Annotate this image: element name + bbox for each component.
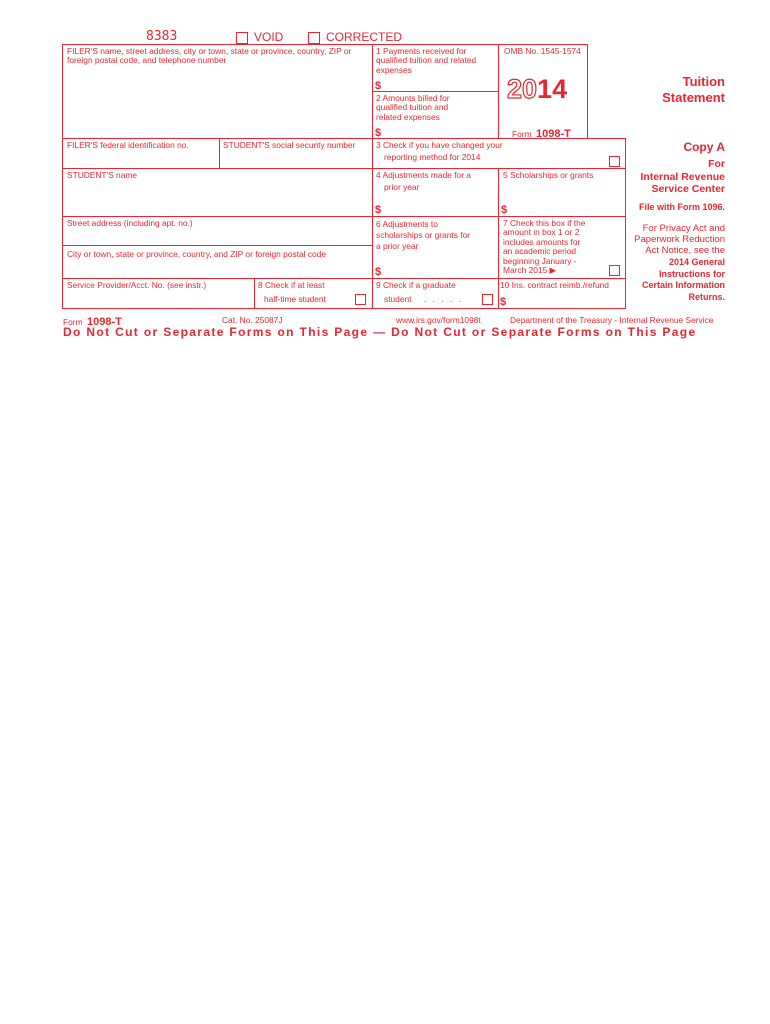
box2-dollar: $ — [375, 127, 382, 139]
student-ssn-label: STUDENT'S social security number — [223, 140, 356, 150]
privacy-line1: For Privacy Act and — [642, 223, 725, 234]
cat-number: Cat. No. 25087J — [222, 315, 283, 325]
box1-label: 1 Payments received for qualified tuition and related expenses — [376, 46, 477, 75]
file-with: File with Form 1096. — [638, 202, 725, 212]
void-checkbox[interactable] — [236, 32, 248, 44]
privacy-line4: 2014 General — [668, 257, 725, 267]
for-label: For — [708, 158, 725, 170]
do-not-cut-notice: Do Not Cut or Separate Forms on This Page — Do Not Cut or Separate Forms on This Page — [63, 325, 697, 339]
bottom-border — [62, 308, 626, 309]
box9-label-line1: 9 Check if a graduate — [376, 280, 456, 290]
student-name-label: STUDENT'S name — [67, 170, 138, 180]
box3-label-line2: reporting method for 2014 — [384, 152, 481, 162]
top-border — [62, 44, 500, 45]
box6-label: 6 Adjustments to scholarships or grants for a prior year — [376, 219, 471, 251]
void-label: VOID — [254, 30, 284, 44]
top-border-omb — [500, 44, 588, 45]
form-code: 8383 — [146, 29, 178, 44]
box4-label-line1: 4 Adjustments made for a — [376, 170, 471, 180]
filer-id-divider — [219, 138, 220, 168]
box10-dollar: $ — [500, 296, 507, 308]
privacy-line2: Paperwork Reduction — [634, 234, 725, 245]
row-line-168 — [62, 168, 625, 169]
form-id — [512, 124, 571, 142]
corrected-label: CORRECTED — [326, 30, 403, 44]
filer-id-label: FILER'S federal identification no. — [67, 140, 189, 150]
filer-name-label: FILER'S name, street address, city or town, state or province, country, ZIP or foreign postal code, and telephone number — [67, 46, 352, 66]
box6-dollar: $ — [375, 266, 382, 278]
col-divider-omb — [498, 44, 499, 138]
box3-checkbox[interactable] — [609, 156, 620, 167]
corrected-checkbox[interactable] — [308, 32, 320, 44]
footer-form-word: Form — [63, 317, 83, 327]
irs-center-line1: Internal Revenue — [640, 171, 725, 183]
box7-label: 7 Check this box if the amount in box 1 or 2 includes amounts for an academic period beginning January - March 2015 ▶ — [503, 218, 586, 276]
box9-checkbox[interactable] — [482, 294, 493, 305]
privacy-line6: Certain Information — [641, 280, 725, 290]
footer-form-number: 1098-T — [87, 316, 122, 328]
copy-a: Copy A — [683, 140, 725, 154]
street-city-divider — [62, 245, 372, 246]
box1-dollar: $ — [375, 80, 382, 92]
tax-year — [507, 74, 567, 104]
form-title: Tuition Statement — [662, 74, 725, 105]
privacy-line3: Act Notice, see the — [645, 245, 725, 256]
box8-divider — [254, 278, 255, 308]
form-number: 1098-T — [536, 128, 571, 140]
left-border — [62, 44, 63, 308]
website: www.irs.gov/form1098t — [396, 315, 481, 325]
box8-checkbox[interactable] — [355, 294, 366, 305]
form-word: Form — [512, 129, 532, 139]
omb-number: OMB No. 1545-1574 — [504, 46, 581, 56]
street-label: Street address (including apt. no.) — [67, 218, 193, 228]
box4-label-line2: prior year — [384, 182, 420, 192]
row-line-278 — [62, 278, 625, 279]
city-label: City or town, state or province, country, and ZIP or foreign postal code — [67, 249, 326, 259]
box5-label: 5 Scholarships or grants — [503, 170, 594, 180]
irs-center-line2: Service Center — [651, 183, 725, 195]
box9-leader-dots: . . . . . — [424, 294, 463, 304]
privacy-line5: Instructions for — [658, 269, 725, 279]
row-line-216 — [62, 216, 625, 217]
box4-dollar: $ — [375, 204, 382, 216]
tax-year-prefix: 20 — [507, 74, 538, 104]
service-provider-label: Service Provider/Acct. No. (see instr.) — [67, 280, 207, 290]
box1-box2-divider — [373, 91, 498, 92]
box2-label: 2 Amounts billed for qualified tuition and related expenses — [376, 93, 450, 122]
box10-label: 10 Ins. contract reimb./refund — [500, 280, 609, 290]
box5-dollar: $ — [501, 204, 508, 216]
col-divider-main — [372, 44, 373, 308]
department: Department of the Treasury - Internal Revenue Service — [510, 315, 714, 325]
box8-label-line2: half-time student — [264, 294, 326, 304]
box8-label-line1: 8 Check if at least — [258, 280, 325, 290]
box9-label-line2: student — [384, 294, 412, 304]
omb-right-border — [587, 44, 588, 138]
box3-label-line1: 3 Check if you have changed your — [376, 140, 503, 150]
tax-year-suffix: 14 — [537, 74, 568, 104]
privacy-line7: Returns. — [688, 292, 725, 302]
box4-box5-divider — [498, 168, 499, 308]
